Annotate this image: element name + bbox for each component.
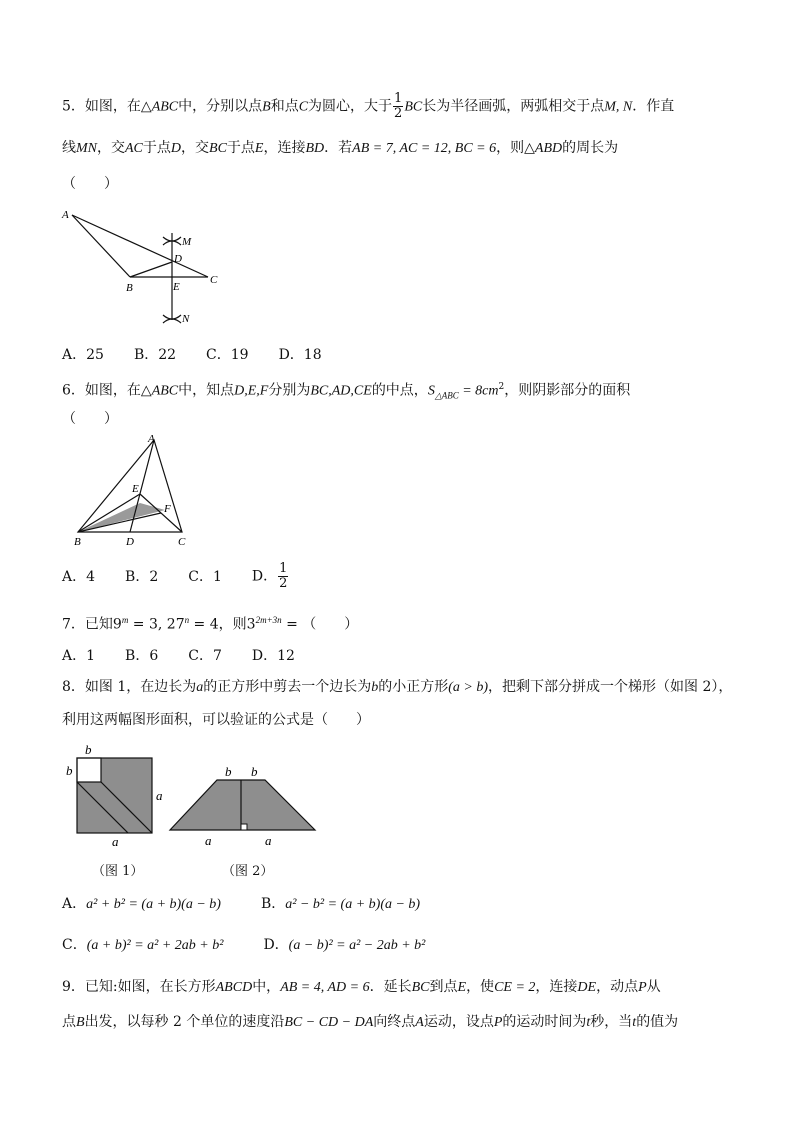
segment-ab [72,215,130,277]
q5-var: E [254,141,264,156]
fraction-numerator: 1 [279,561,288,576]
q5-options [62,344,352,364]
q5-text: ，交 [97,140,125,156]
q8-option-a-formula: a² + b² = (a + b)(a − b) [86,897,221,912]
q5-var: BD [305,141,325,156]
q5-paren: （ ） [62,176,118,192]
q7-options [62,645,325,665]
q6-option-d-fraction [278,562,288,591]
q5-text: ，交 [181,140,210,156]
label-a-right: a [156,788,163,803]
q8-option-d[interactable] [263,934,425,954]
q5-text: ．若 [324,140,353,156]
q5-text: 5．如图，在△ [62,98,152,115]
label-b-left: b [66,763,73,778]
q9-text: ．延长 [369,979,412,995]
q6-options [62,562,319,591]
q9-text: 9．已知:如图，在长方形 [62,979,216,995]
q7-base: 3 [246,616,256,633]
q8-caption-1: （图 1） [92,864,144,879]
q6-area-sub: △ABC [434,390,459,401]
fraction-denominator: 2 [394,106,403,121]
label-a-bottom: a [112,834,119,848]
q5-fraction [393,92,403,121]
q7-option-c[interactable]: C．7 [188,648,222,664]
q9-text: 运动，设点 [423,1014,494,1030]
fraction-denominator: 2 [279,576,288,591]
label-e: E [173,281,180,293]
q5-text: 中，分别以点 [178,98,263,115]
label-m: M [182,236,192,248]
q5-var: BC [404,99,423,115]
q5-var: D [170,141,182,156]
q6-option-b[interactable]: B．2 [125,568,159,585]
q9-path: BC − CD − DA [284,1015,374,1030]
q9-text: ，使 [466,979,495,995]
right-angle-mark [241,824,247,830]
q9-text: 中， [252,979,281,995]
q5-text: 于点 [142,140,171,156]
q9-var: P [493,1015,503,1030]
q9-var: A [415,1015,424,1030]
q5-figure [60,205,230,330]
q8-text: 的正方形中剪去一个边长为 [203,679,372,695]
label-c: C [178,536,186,548]
q6-text: 中，知点 [178,382,235,399]
q8-option-a-label: A． [62,896,87,912]
trapezoid [170,780,315,830]
q5-option-a[interactable]: A．25 [62,347,104,363]
q5-line1 [62,92,674,121]
q9-var: P [638,980,647,995]
q8-option-b[interactable] [261,893,420,913]
arc-n-upper [163,319,181,323]
small-square [77,758,101,782]
label-a-left: a [205,833,212,848]
q6-var: ABC [151,383,179,399]
q6-option-a[interactable]: A．4 [62,568,96,585]
q5-var: MN [76,141,97,156]
q8-options-row2 [62,934,455,954]
q7-text: = （ ） [281,616,359,633]
q5-line2 [62,138,618,159]
q5-option-c[interactable]: C．19 [206,347,249,363]
q5-text: 线 [62,140,76,156]
label-b-top: b [85,742,92,757]
q5-text: ．作直 [632,98,675,115]
q5-var: C [298,99,309,115]
q7-text: = 4 [189,616,219,633]
q6-area-value: = 8cm [458,383,499,399]
q6-var: D,E,F [234,383,269,399]
q7-base: 9 [112,616,122,633]
q5-text: 和点 [270,98,299,115]
q6-paren: （ ） [62,411,118,427]
q8-text: ，把剩下部分拼成一个梯形（如图 2）， [488,679,733,695]
q7-option-b[interactable]: B．6 [125,648,159,664]
label-d: D [126,536,134,548]
q7-line1 [62,610,358,635]
q8-option-c-formula: (a + b)² = a² + 2ab + b² [86,938,224,953]
q5-var: B [262,99,271,115]
q9-text: ，动点 [596,979,639,995]
q9-var: CE = 2 [494,980,536,995]
q8-var: b [371,680,379,695]
q6-text: ，则阴影部分的面积 [504,382,631,399]
label-a: A [148,433,155,445]
q9-var: BC [411,980,430,995]
fraction-numerator: 1 [394,91,403,106]
q7-exp: m [121,615,129,625]
q6-text: 6．如图，在△ [62,382,152,399]
label-b: B [74,536,81,548]
q7-text: = 3, 27 [128,616,185,633]
q8-condition: (a > b) [448,680,489,695]
label-f: F [164,503,171,515]
q8-caption-2: （图 2） [222,864,274,879]
q9-text: ，连接 [535,979,578,995]
q8-figure-2 [165,760,325,848]
q8-option-c-label: C． [62,937,87,953]
q9-var: DE [577,980,597,995]
q8-option-c[interactable] [62,934,223,954]
q9-text: 秒，当 [590,1014,633,1030]
q5-text: ，连接 [263,140,306,156]
q9-text: 出发，以每秒 2 个单位的速度沿 [84,1014,285,1030]
q6-figure [66,430,196,548]
q6-area-symbol: S [427,383,435,399]
q7-option-a[interactable]: A．1 [62,648,96,664]
q6-text: 的中点， [371,382,428,399]
q6-var: BC,AD,CE [310,383,372,399]
q5-option-d[interactable]: D．18 [278,347,322,363]
q5-text: 长为半径画弧，两弧相交于点 [422,98,605,115]
q8-line1 [62,677,732,698]
label-e: E [132,483,139,495]
q5-var: M, N [604,99,633,115]
q9-var: E [457,980,467,995]
q9-condition: AB = 4, AD = 6 [280,980,370,995]
label-b-right: b [251,764,258,779]
q7-exp: n [184,615,190,625]
q7-text: ，则 [218,616,247,633]
label-d: D [174,253,182,265]
q9-var: B [76,1015,85,1030]
q8-option-a[interactable] [62,893,221,913]
q8-option-d-label: D． [263,937,289,953]
q8-options-row1 [62,893,450,913]
q5-var: ABC [151,99,179,115]
label-a: A [62,209,69,221]
q7-text: 7．已知 [62,616,113,633]
segment-bd [130,262,172,277]
shaded-triangle [78,503,165,532]
q9-text: 到点 [429,979,458,995]
q8-option-b-label: B． [260,896,286,912]
q8-var: a [196,680,204,695]
q6-option-d[interactable] [252,562,290,591]
q7-exp: 2m+3n [255,615,282,625]
q9-text: 从 [646,979,661,995]
label-b: B [126,282,133,294]
q5-var: ABD [534,141,563,156]
q8-line2: 利用这两幅图形面积，可以验证的公式是（ ） [62,712,370,728]
q9-var: t [632,1015,637,1030]
q6-option-d-label: D． [251,568,278,585]
label-n: N [182,313,190,325]
label-b-left: b [225,764,232,779]
q9-var: t [586,1015,591,1030]
q8-text: 8．如图 1，在边长为 [62,679,197,695]
q5-var: BC [209,141,227,156]
label-a-right: a [265,833,272,848]
q9-text: 的值为 [636,1014,679,1030]
q6-option-c[interactable]: C．1 [188,568,222,585]
q6-area-sup: 2 [498,382,505,392]
q8-figure-1 [60,740,170,848]
q9-text: 点 [62,1014,76,1030]
q5-var: AC [125,141,143,156]
q9-line1 [62,977,661,998]
q8-option-b-formula: a² − b² = (a + b)(a − b) [285,897,421,912]
q6-line1 [62,377,630,405]
q6-text: 分别为 [268,382,311,399]
q5-option-b[interactable]: B．22 [133,347,177,363]
q5-text: ，则△ [496,140,535,156]
q8-text: 的小正方形 [378,679,449,695]
q5-text: 于点 [226,140,255,156]
q5-text: 为圆心，大于 [308,98,393,115]
q8-option-d-formula: (a − b)² = a² − 2ab + b² [288,938,426,953]
q9-line2 [62,1012,678,1033]
label-c: C [210,274,218,286]
q5-condition: AB = 7, AC = 12, BC = 6 [352,141,497,156]
q9-var: ABCD [215,980,253,995]
q9-text: 向终点 [373,1014,416,1030]
q5-text: 的周长为 [562,140,619,156]
q9-text: 的运动时间为 [502,1014,587,1030]
q7-option-d[interactable]: D．12 [251,648,295,664]
